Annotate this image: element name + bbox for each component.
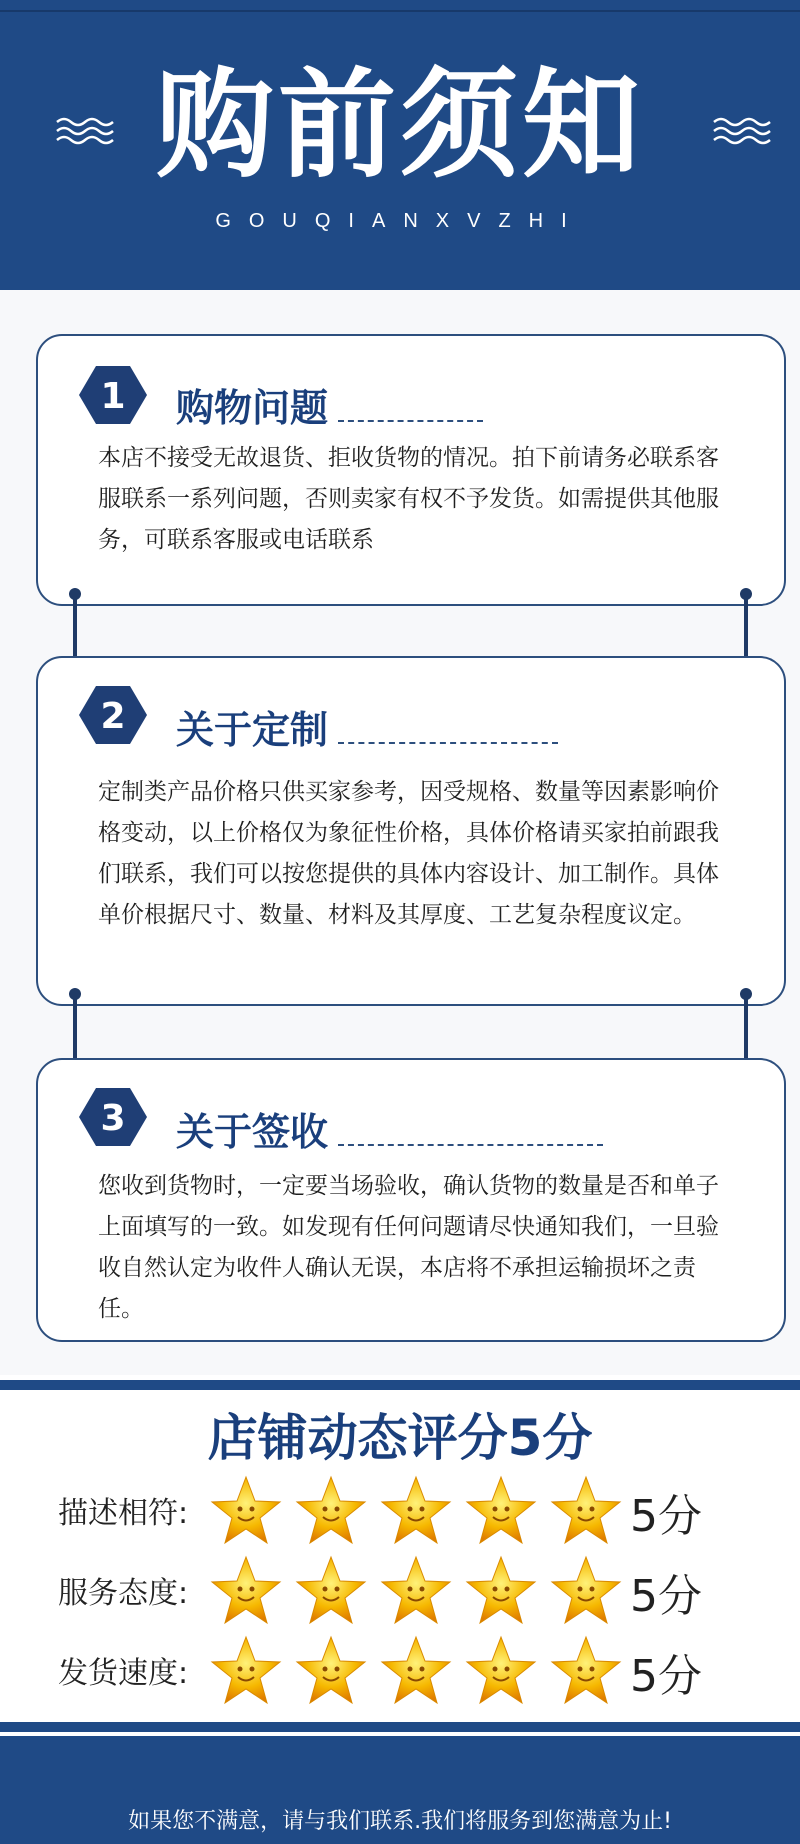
rating-top-band [0,1380,800,1390]
smiley-star-icon [210,1555,282,1625]
smiley-star-icon [210,1475,282,1545]
connector-dot [740,588,752,600]
smiley-star-icon [380,1555,452,1625]
notice-card-2 [36,656,786,1006]
smiley-star-icon [295,1635,367,1705]
rating-row [0,1550,800,1630]
hexagon-badge-icon [78,684,148,746]
notice-card-1 [36,334,786,606]
footer-text: 如果您不满意，请与我们联系.我们将服务到您满意为止! [128,1809,672,1834]
rating-bottom-band [0,1722,800,1732]
card-title: 关于签收 [176,1110,329,1154]
rating-score: 5分 [630,1651,702,1702]
rating-row [0,1470,800,1550]
card-number: 3 [100,1098,126,1139]
smiley-star-icon [295,1555,367,1625]
smiley-star-icon [210,1635,282,1705]
card-body: 本店不接受无故退货、拒收货物的情况。拍下前请务必联系客服联系一系列问题，否则卖家有权不予发货。如需提供其他服务，可联系客服或电话联系 [98,445,719,553]
connector-dot [69,588,81,600]
page-subtitle: GOUQIANXVZHI [215,210,585,232]
smiley-star-icon [550,1475,622,1545]
smiley-star-icon [550,1635,622,1705]
rating-score: 5分 [630,1571,702,1622]
rating-label: 发货速度: [58,1656,189,1691]
smiley-star-icon [550,1555,622,1625]
rating-row [0,1630,800,1710]
hexagon-badge-icon [78,364,148,426]
smiley-star-icon [380,1635,452,1705]
banner-rule [0,10,800,12]
card-body: 定制类产品价格只供买家参考，因受规格、数量等因素影响价格变动，以上价格仅为象征性价格，具体价格请买家拍前跟我们联系，我们可以按您提供的具体内容设计、加工制作。具体单价根据尺寸、数量、材料及其厚度、工艺复杂程度议定。 [98,779,719,928]
card-title: 购物问题 [176,386,329,430]
card-number: 1 [100,376,126,417]
card-number: 2 [100,696,126,737]
rating-label: 描述相符: [58,1496,189,1531]
hexagon-badge-icon [78,1086,148,1148]
header-banner [0,0,800,290]
page-title: 购前须知 [155,56,644,194]
connector-dot [69,988,81,1000]
rating-score: 5分 [630,1491,702,1542]
title-dash-line [338,1144,603,1146]
smiley-star-icon [380,1475,452,1545]
card-body: 您收到货物时，一定要当场验收，确认货物的数量是否和单子上面填写的一致。如发现有任何问题请尽快通知我们，一旦验收自然认定为收件人确认无误，本店将不承担运输损坏之责任。 [98,1173,719,1322]
smiley-star-icon [465,1635,537,1705]
title-dash-line [338,742,558,744]
card-title: 关于定制 [176,708,329,752]
rating-title: 店铺动态评分5分 [207,1409,593,1467]
rating-label: 服务态度: [58,1576,189,1611]
smiley-star-icon [465,1555,537,1625]
title-dash-line [338,420,483,422]
smiley-star-icon [295,1475,367,1545]
smiley-star-icon [465,1475,537,1545]
footer [0,1736,800,1844]
notice-card-3 [36,1058,786,1342]
connector-dot [740,988,752,1000]
